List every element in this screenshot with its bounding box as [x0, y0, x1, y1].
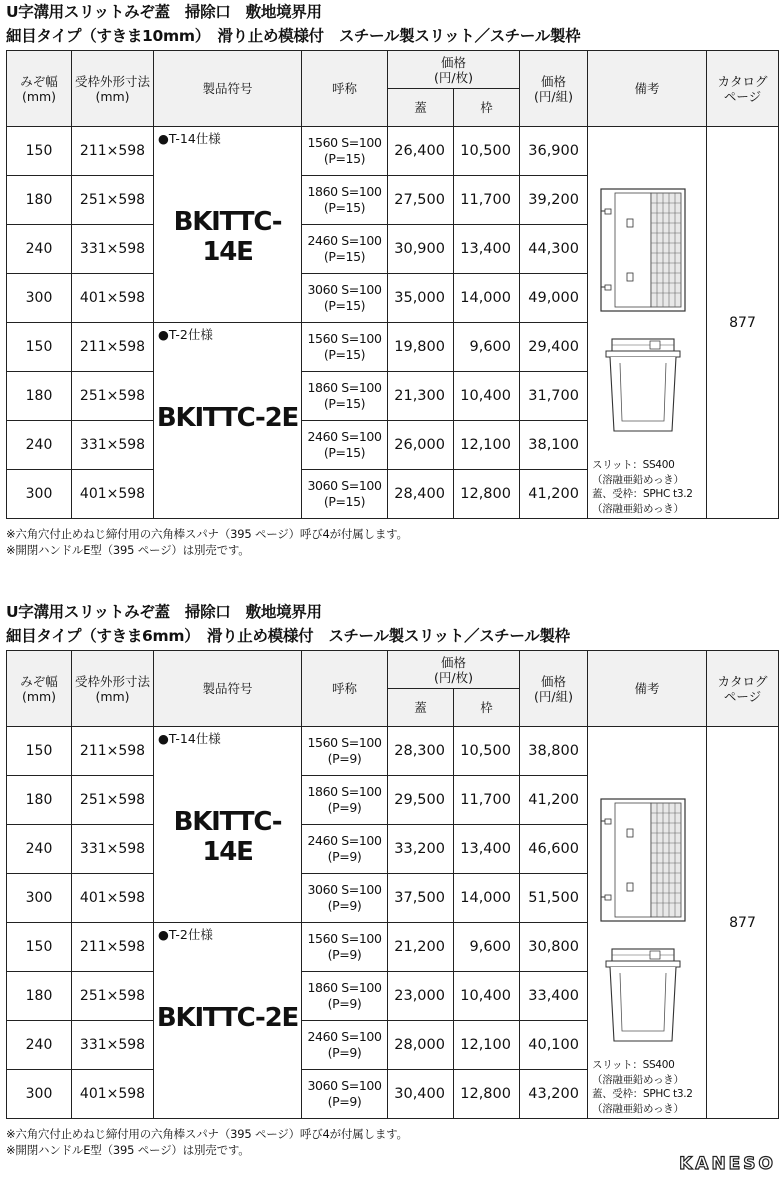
- cell-frame-price: 12,100: [454, 421, 520, 470]
- cell-frame-price: 14,000: [454, 874, 520, 923]
- cell-lid-price: 21,200: [388, 923, 454, 972]
- product-group: [154, 923, 302, 1119]
- cell-lid-price: 26,000: [388, 421, 454, 470]
- cell-size: 251×598: [72, 776, 154, 825]
- cell-size: 251×598: [72, 176, 154, 225]
- side-view-drawing: [598, 337, 688, 435]
- cell-size: 211×598: [72, 923, 154, 972]
- spec-label: ●T-14仕様: [158, 131, 221, 146]
- header-lid: 蓋: [388, 89, 454, 127]
- cell-mizo: 180: [7, 176, 72, 225]
- catalog-page: 877: [707, 127, 779, 519]
- product-code: BKITTC-14E: [173, 807, 282, 867]
- cell-lid-price: 26,400: [388, 127, 454, 176]
- catalog-page: 877: [707, 727, 779, 1119]
- header-catalog: カタログ ページ: [707, 51, 779, 127]
- header-price-set: 価格 (円/組): [520, 51, 588, 127]
- remarks-cell: [588, 727, 707, 1119]
- cell-frame-price: 10,500: [454, 727, 520, 776]
- header-lid: 蓋: [388, 689, 454, 727]
- spec-label: ●T-14仕様: [158, 731, 221, 746]
- cell-lid-price: 28,300: [388, 727, 454, 776]
- cell-set-price: 41,200: [520, 776, 588, 825]
- cell-nominal: 1560 S=100 (P=9): [302, 727, 388, 776]
- cell-frame-price: 11,700: [454, 776, 520, 825]
- product-code: BKITTC-2E: [156, 1003, 299, 1033]
- product-group: [154, 727, 302, 923]
- section-title-line2: 細目タイプ（すきま6mm） 滑り止め模様付 スチール製スリット／スチール製枠: [6, 627, 570, 645]
- header-mizo: みぞ幅 (mm): [7, 651, 72, 727]
- cell-set-price: 51,500: [520, 874, 588, 923]
- side-view-drawing: [598, 947, 688, 1045]
- cell-set-price: 31,700: [520, 372, 588, 421]
- cell-nominal: 3060 S=100 (P=9): [302, 1070, 388, 1119]
- cell-set-price: 36,900: [520, 127, 588, 176]
- cell-mizo: 180: [7, 776, 72, 825]
- cell-nominal: 1560 S=100 (P=15): [302, 323, 388, 372]
- cell-lid-price: 21,300: [388, 372, 454, 421]
- cell-lid-price: 35,000: [388, 274, 454, 323]
- cell-frame-price: 10,400: [454, 372, 520, 421]
- cell-mizo: 300: [7, 470, 72, 519]
- cell-size: 211×598: [72, 127, 154, 176]
- cell-lid-price: 29,500: [388, 776, 454, 825]
- header-nominal: 呼称: [302, 51, 388, 127]
- cell-lid-price: 19,800: [388, 323, 454, 372]
- cell-nominal: 2460 S=100 (P=15): [302, 225, 388, 274]
- cell-set-price: 38,100: [520, 421, 588, 470]
- note-line: ※六角穴付止めねじ締付用の六角棒スパナ（395 ページ）呼び4が付属します。: [6, 527, 408, 541]
- cell-frame-price: 10,500: [454, 127, 520, 176]
- cell-set-price: 46,600: [520, 825, 588, 874]
- cell-size: 331×598: [72, 421, 154, 470]
- cell-nominal: 1860 S=100 (P=9): [302, 972, 388, 1021]
- cell-frame-price: 13,400: [454, 825, 520, 874]
- cell-nominal: 2460 S=100 (P=9): [302, 1021, 388, 1070]
- notes: [6, 1126, 408, 1158]
- cell-lid-price: 23,000: [388, 972, 454, 1021]
- cell-size: 211×598: [72, 323, 154, 372]
- cell-set-price: 44,300: [520, 225, 588, 274]
- cell-nominal: 3060 S=100 (P=9): [302, 874, 388, 923]
- header-catalog: カタログ ページ: [707, 651, 779, 727]
- top-view-drawing: [598, 187, 688, 313]
- cell-set-price: 41,200: [520, 470, 588, 519]
- cell-size: 401×598: [72, 470, 154, 519]
- header-remarks: 備考: [588, 651, 707, 727]
- cell-mizo: 300: [7, 1070, 72, 1119]
- header-frame: 枠: [454, 689, 520, 727]
- cell-lid-price: 30,400: [388, 1070, 454, 1119]
- brand-logo: KANESO: [679, 1154, 776, 1174]
- product-table: [6, 50, 779, 519]
- section-title-line2: 細目タイプ（すきま10mm） 滑り止め模様付 スチール製スリット／スチール製枠: [6, 27, 581, 45]
- cell-frame-price: 10,400: [454, 972, 520, 1021]
- cell-size: 401×598: [72, 874, 154, 923]
- header-nominal: 呼称: [302, 651, 388, 727]
- cell-size: 401×598: [72, 1070, 154, 1119]
- cell-size: 211×598: [72, 727, 154, 776]
- cell-mizo: 150: [7, 127, 72, 176]
- notes: [6, 526, 408, 558]
- section-title-line1: U字溝用スリットみぞ蓋 掃除口 敷地境界用: [6, 3, 322, 21]
- cell-frame-price: 12,100: [454, 1021, 520, 1070]
- cell-size: 251×598: [72, 972, 154, 1021]
- remarks-text: スリット：SS400 （溶融亜鉛めっき） 蓋、受枠：SPHC t3.2 （溶融亜鉛めっき）: [592, 459, 693, 515]
- cell-nominal: 2460 S=100 (P=9): [302, 825, 388, 874]
- header-size: 受枠外形寸法 (mm): [72, 51, 154, 127]
- cell-mizo: 240: [7, 1021, 72, 1070]
- header-product: 製品符号: [154, 651, 302, 727]
- cell-mizo: 240: [7, 825, 72, 874]
- cell-mizo: 300: [7, 274, 72, 323]
- cell-mizo: 150: [7, 923, 72, 972]
- cell-size: 251×598: [72, 372, 154, 421]
- cell-lid-price: 33,200: [388, 825, 454, 874]
- note-line: ※開閉ハンドルE型（395 ページ）は別売です。: [6, 543, 250, 557]
- cell-nominal: 1560 S=100 (P=15): [302, 127, 388, 176]
- cell-nominal: 1860 S=100 (P=15): [302, 372, 388, 421]
- cell-lid-price: 28,000: [388, 1021, 454, 1070]
- remarks-cell: [588, 127, 707, 519]
- cell-frame-price: 11,700: [454, 176, 520, 225]
- cell-mizo: 180: [7, 972, 72, 1021]
- cell-lid-price: 27,500: [388, 176, 454, 225]
- cell-set-price: 43,200: [520, 1070, 588, 1119]
- spec-label: ●T-2仕様: [158, 927, 213, 942]
- cell-lid-price: 28,400: [388, 470, 454, 519]
- cell-frame-price: 9,600: [454, 923, 520, 972]
- cell-set-price: 30,800: [520, 923, 588, 972]
- cell-mizo: 300: [7, 874, 72, 923]
- cell-frame-price: 9,600: [454, 323, 520, 372]
- note-line: ※開閉ハンドルE型（395 ページ）は別売です。: [6, 1143, 250, 1157]
- cell-nominal: 1860 S=100 (P=9): [302, 776, 388, 825]
- top-view-drawing: [598, 797, 688, 923]
- product-group: [154, 127, 302, 323]
- cell-set-price: 29,400: [520, 323, 588, 372]
- cell-set-price: 40,100: [520, 1021, 588, 1070]
- header-price-each: 価格 (円/枚): [388, 651, 520, 689]
- cell-mizo: 180: [7, 372, 72, 421]
- product-table: [6, 650, 779, 1119]
- cell-size: 331×598: [72, 825, 154, 874]
- spec-label: ●T-2仕様: [158, 327, 213, 342]
- cell-set-price: 49,000: [520, 274, 588, 323]
- cell-size: 331×598: [72, 225, 154, 274]
- header-price-each: 価格 (円/枚): [388, 51, 520, 89]
- product-code: BKITTC-2E: [156, 403, 299, 433]
- header-product: 製品符号: [154, 51, 302, 127]
- cell-set-price: 39,200: [520, 176, 588, 225]
- cell-nominal: 1560 S=100 (P=9): [302, 923, 388, 972]
- cell-frame-price: 12,800: [454, 1070, 520, 1119]
- cell-set-price: 38,800: [520, 727, 588, 776]
- cell-lid-price: 30,900: [388, 225, 454, 274]
- header-frame: 枠: [454, 89, 520, 127]
- cell-nominal: 1860 S=100 (P=15): [302, 176, 388, 225]
- cell-mizo: 240: [7, 225, 72, 274]
- cell-mizo: 240: [7, 421, 72, 470]
- cell-nominal: 3060 S=100 (P=15): [302, 274, 388, 323]
- remarks-text: スリット：SS400 （溶融亜鉛めっき） 蓋、受枠：SPHC t3.2 （溶融亜鉛めっき）: [592, 1059, 693, 1115]
- cell-frame-price: 14,000: [454, 274, 520, 323]
- cell-nominal: 3060 S=100 (P=15): [302, 470, 388, 519]
- cell-frame-price: 12,800: [454, 470, 520, 519]
- cell-size: 331×598: [72, 1021, 154, 1070]
- cell-size: 401×598: [72, 274, 154, 323]
- cell-lid-price: 37,500: [388, 874, 454, 923]
- product-code: BKITTC-14E: [173, 207, 282, 267]
- note-line: ※六角穴付止めねじ締付用の六角棒スパナ（395 ページ）呼び4が付属します。: [6, 1127, 408, 1141]
- header-size: 受枠外形寸法 (mm): [72, 651, 154, 727]
- cell-mizo: 150: [7, 727, 72, 776]
- cell-nominal: 2460 S=100 (P=15): [302, 421, 388, 470]
- header-mizo: みぞ幅 (mm): [7, 51, 72, 127]
- header-remarks: 備考: [588, 51, 707, 127]
- cell-frame-price: 13,400: [454, 225, 520, 274]
- product-group: [154, 323, 302, 519]
- cell-set-price: 33,400: [520, 972, 588, 1021]
- cell-mizo: 150: [7, 323, 72, 372]
- header-price-set: 価格 (円/組): [520, 651, 588, 727]
- section-title-line1: U字溝用スリットみぞ蓋 掃除口 敷地境界用: [6, 603, 322, 621]
